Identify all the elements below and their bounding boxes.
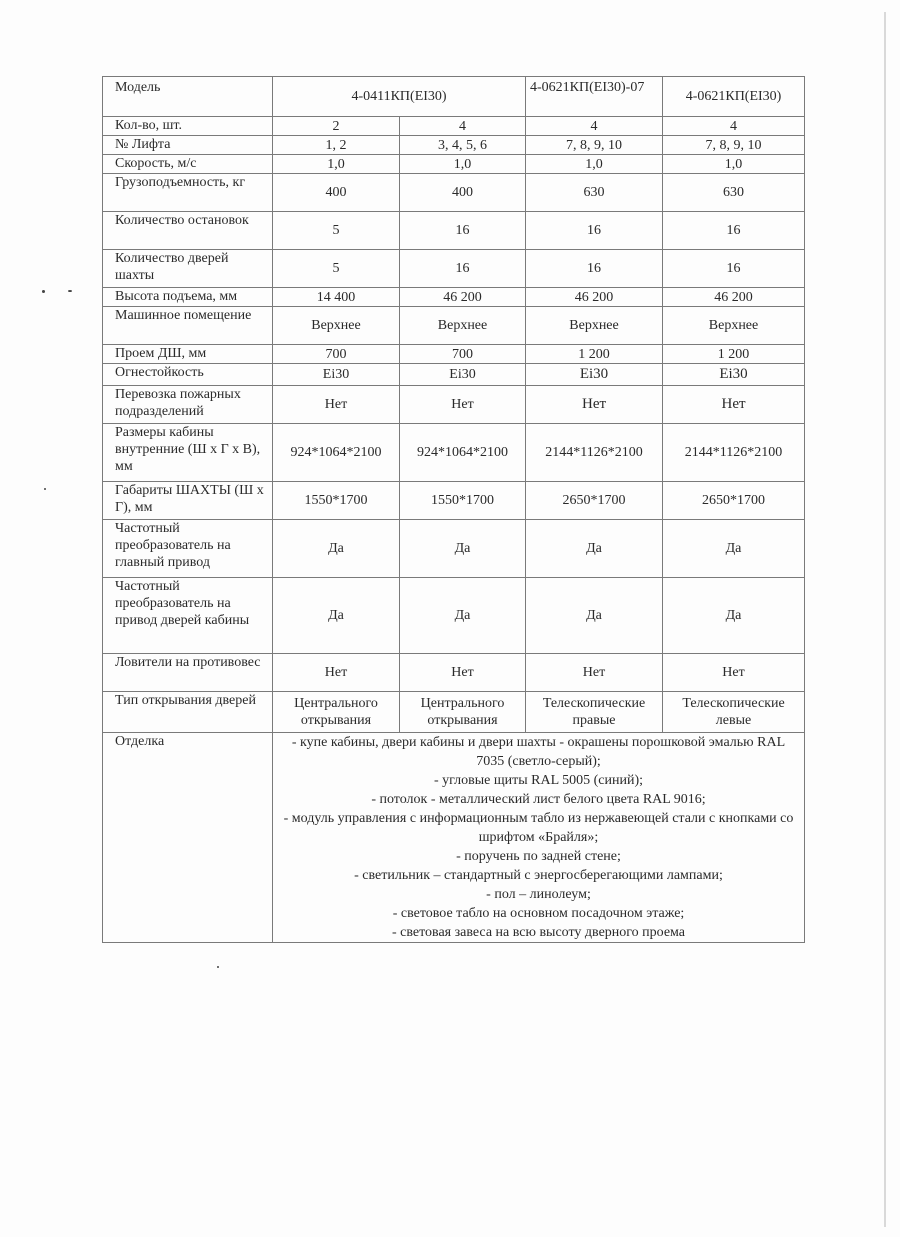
row-value: Да [400,578,526,654]
row-value: Нет [663,386,805,424]
row-value: Да [526,520,663,578]
row-value: 2650*1700 [526,482,663,520]
row-value: Верхнее [400,307,526,345]
row-value: Ei30 [400,364,526,386]
table-row [103,250,805,288]
table-row [103,288,805,307]
row-label: Количество дверей шахты [103,250,273,288]
finish-label: Отделка [103,733,273,943]
row-label: Размеры кабины внутренние (Ш х Г х В), мм [103,424,273,482]
row-value: Верхнее [663,307,805,345]
finish-item: - поручень по задней стене; [456,849,621,864]
finish-row [103,733,805,943]
table-row [103,424,805,482]
table-row [103,212,805,250]
row-value: Телескопические левые [663,692,805,733]
table-row [103,692,805,733]
finish-item: - потолок - металлический лист белого цвета RAL 9016; [371,792,706,807]
row-value: Ei30 [526,364,663,386]
table-row [103,117,805,136]
row-value: 924*1064*2100 [400,424,526,482]
finish-item: - световая завеса на всю высоту дверного проема [391,925,686,940]
row-value: Да [273,520,400,578]
row-value: 4 [400,117,526,136]
row-value: 630 [526,174,663,212]
row-value: 16 [400,250,526,288]
scan-speck [44,488,46,490]
row-value: 924*1064*2100 [273,424,400,482]
row-value: 1550*1700 [400,482,526,520]
row-value: Центрального открывания [273,692,400,733]
row-label: Скорость, м/с [103,155,273,174]
row-value: 1, 2 [273,136,400,155]
scan-speck [68,290,72,292]
row-value: 700 [400,345,526,364]
row-value: Нет [526,386,663,424]
row-value: 1,0 [273,155,400,174]
row-value: 1 200 [526,345,663,364]
table-row [103,654,805,692]
finish-item: - угловые щиты RAL 5005 (синий); [433,773,644,788]
row-value: 4 [663,117,805,136]
row-value: 7, 8, 9, 10 [663,136,805,155]
row-value: Нет [400,386,526,424]
row-value: 16 [400,212,526,250]
scan-edge [884,12,886,1227]
row-value: Нет [526,654,663,692]
row-value: 2144*1126*2100 [526,424,663,482]
row-value: Да [400,520,526,578]
row-value: 630 [663,174,805,212]
scan-speck [42,290,45,293]
row-value: 14 400 [273,288,400,307]
row-label: Кол-во, шт. [103,117,273,136]
table-row [103,345,805,364]
model-name: 4-0621КП(EI30)-07 [526,77,663,117]
finish-item: - модуль управления с информационным табло из нержавеющей стали с кнопками со шрифтом «Брайля»; [283,811,794,845]
finish-item: - светильник – стандартный с энергосберегающими лампами; [354,868,723,883]
row-label: Машинное помещение [103,307,273,345]
row-value: 1,0 [663,155,805,174]
row-value: Верхнее [526,307,663,345]
row-value: Нет [400,654,526,692]
row-label: Количество остановок [103,212,273,250]
row-value: Нет [273,654,400,692]
row-value: 16 [526,250,663,288]
row-label: Частотный преобразователь на главный привод [103,520,273,578]
row-value: 16 [663,212,805,250]
row-value: 16 [663,250,805,288]
row-value: Да [273,578,400,654]
elevator-spec-table [102,76,805,943]
row-value: 1,0 [400,155,526,174]
row-value: Да [663,520,805,578]
row-value: 400 [400,174,526,212]
finish-list [273,733,805,943]
row-value: Нет [663,654,805,692]
model-name: 4-0411КП(EI30) [273,77,526,117]
row-value: 5 [273,250,400,288]
table-row [103,307,805,345]
table-row [103,155,805,174]
row-label: Перевозка пожарных подразделений [103,386,273,424]
row-value: Центрального открывания [400,692,526,733]
row-label: Грузоподъемность, кг [103,174,273,212]
table-row [103,174,805,212]
table-row [103,578,805,654]
row-label: Частотный преобразователь на привод дверей кабины [103,578,273,654]
row-value: Телескопические правые [526,692,663,733]
finish-item: - купе кабины, двери кабины и двери шахты - окрашены порошковой эмалью RAL 7035 (светло-серый); [291,735,786,769]
row-value: 2650*1700 [663,482,805,520]
row-value: 400 [273,174,400,212]
row-value: 1550*1700 [273,482,400,520]
row-value: Ei30 [663,364,805,386]
finish-item: - световое табло на основном посадочном этаже; [392,906,685,921]
row-value: Верхнее [273,307,400,345]
table-row [103,364,805,386]
row-label: № Лифта [103,136,273,155]
header-label: Модель [103,77,273,117]
row-value: 2144*1126*2100 [663,424,805,482]
table-row [103,482,805,520]
row-value: 700 [273,345,400,364]
row-value: 16 [526,212,663,250]
row-value: 7, 8, 9, 10 [526,136,663,155]
row-value: 1 200 [663,345,805,364]
table-row [103,136,805,155]
row-value: Да [526,578,663,654]
row-value: 46 200 [526,288,663,307]
row-value: Да [663,578,805,654]
row-value: 46 200 [663,288,805,307]
row-value: 4 [526,117,663,136]
row-label: Проем ДШ, мм [103,345,273,364]
table-header-row [103,77,805,117]
table-row [103,386,805,424]
row-value: 2 [273,117,400,136]
row-value: 3, 4, 5, 6 [400,136,526,155]
model-name: 4-0621КП(EI30) [663,77,805,117]
table-row [103,520,805,578]
finish-item: - пол – линолеум; [486,887,591,902]
row-value: Нет [273,386,400,424]
row-label: Тип открывания дверей [103,692,273,733]
row-label: Огнестойкость [103,364,273,386]
row-label: Габариты ШАХТЫ (Ш х Г), мм [103,482,273,520]
row-value: 46 200 [400,288,526,307]
row-value: 5 [273,212,400,250]
scan-speck [217,966,219,968]
row-label: Ловители на противовес [103,654,273,692]
row-value: Ei30 [273,364,400,386]
row-label: Высота подъема, мм [103,288,273,307]
row-value: 1,0 [526,155,663,174]
